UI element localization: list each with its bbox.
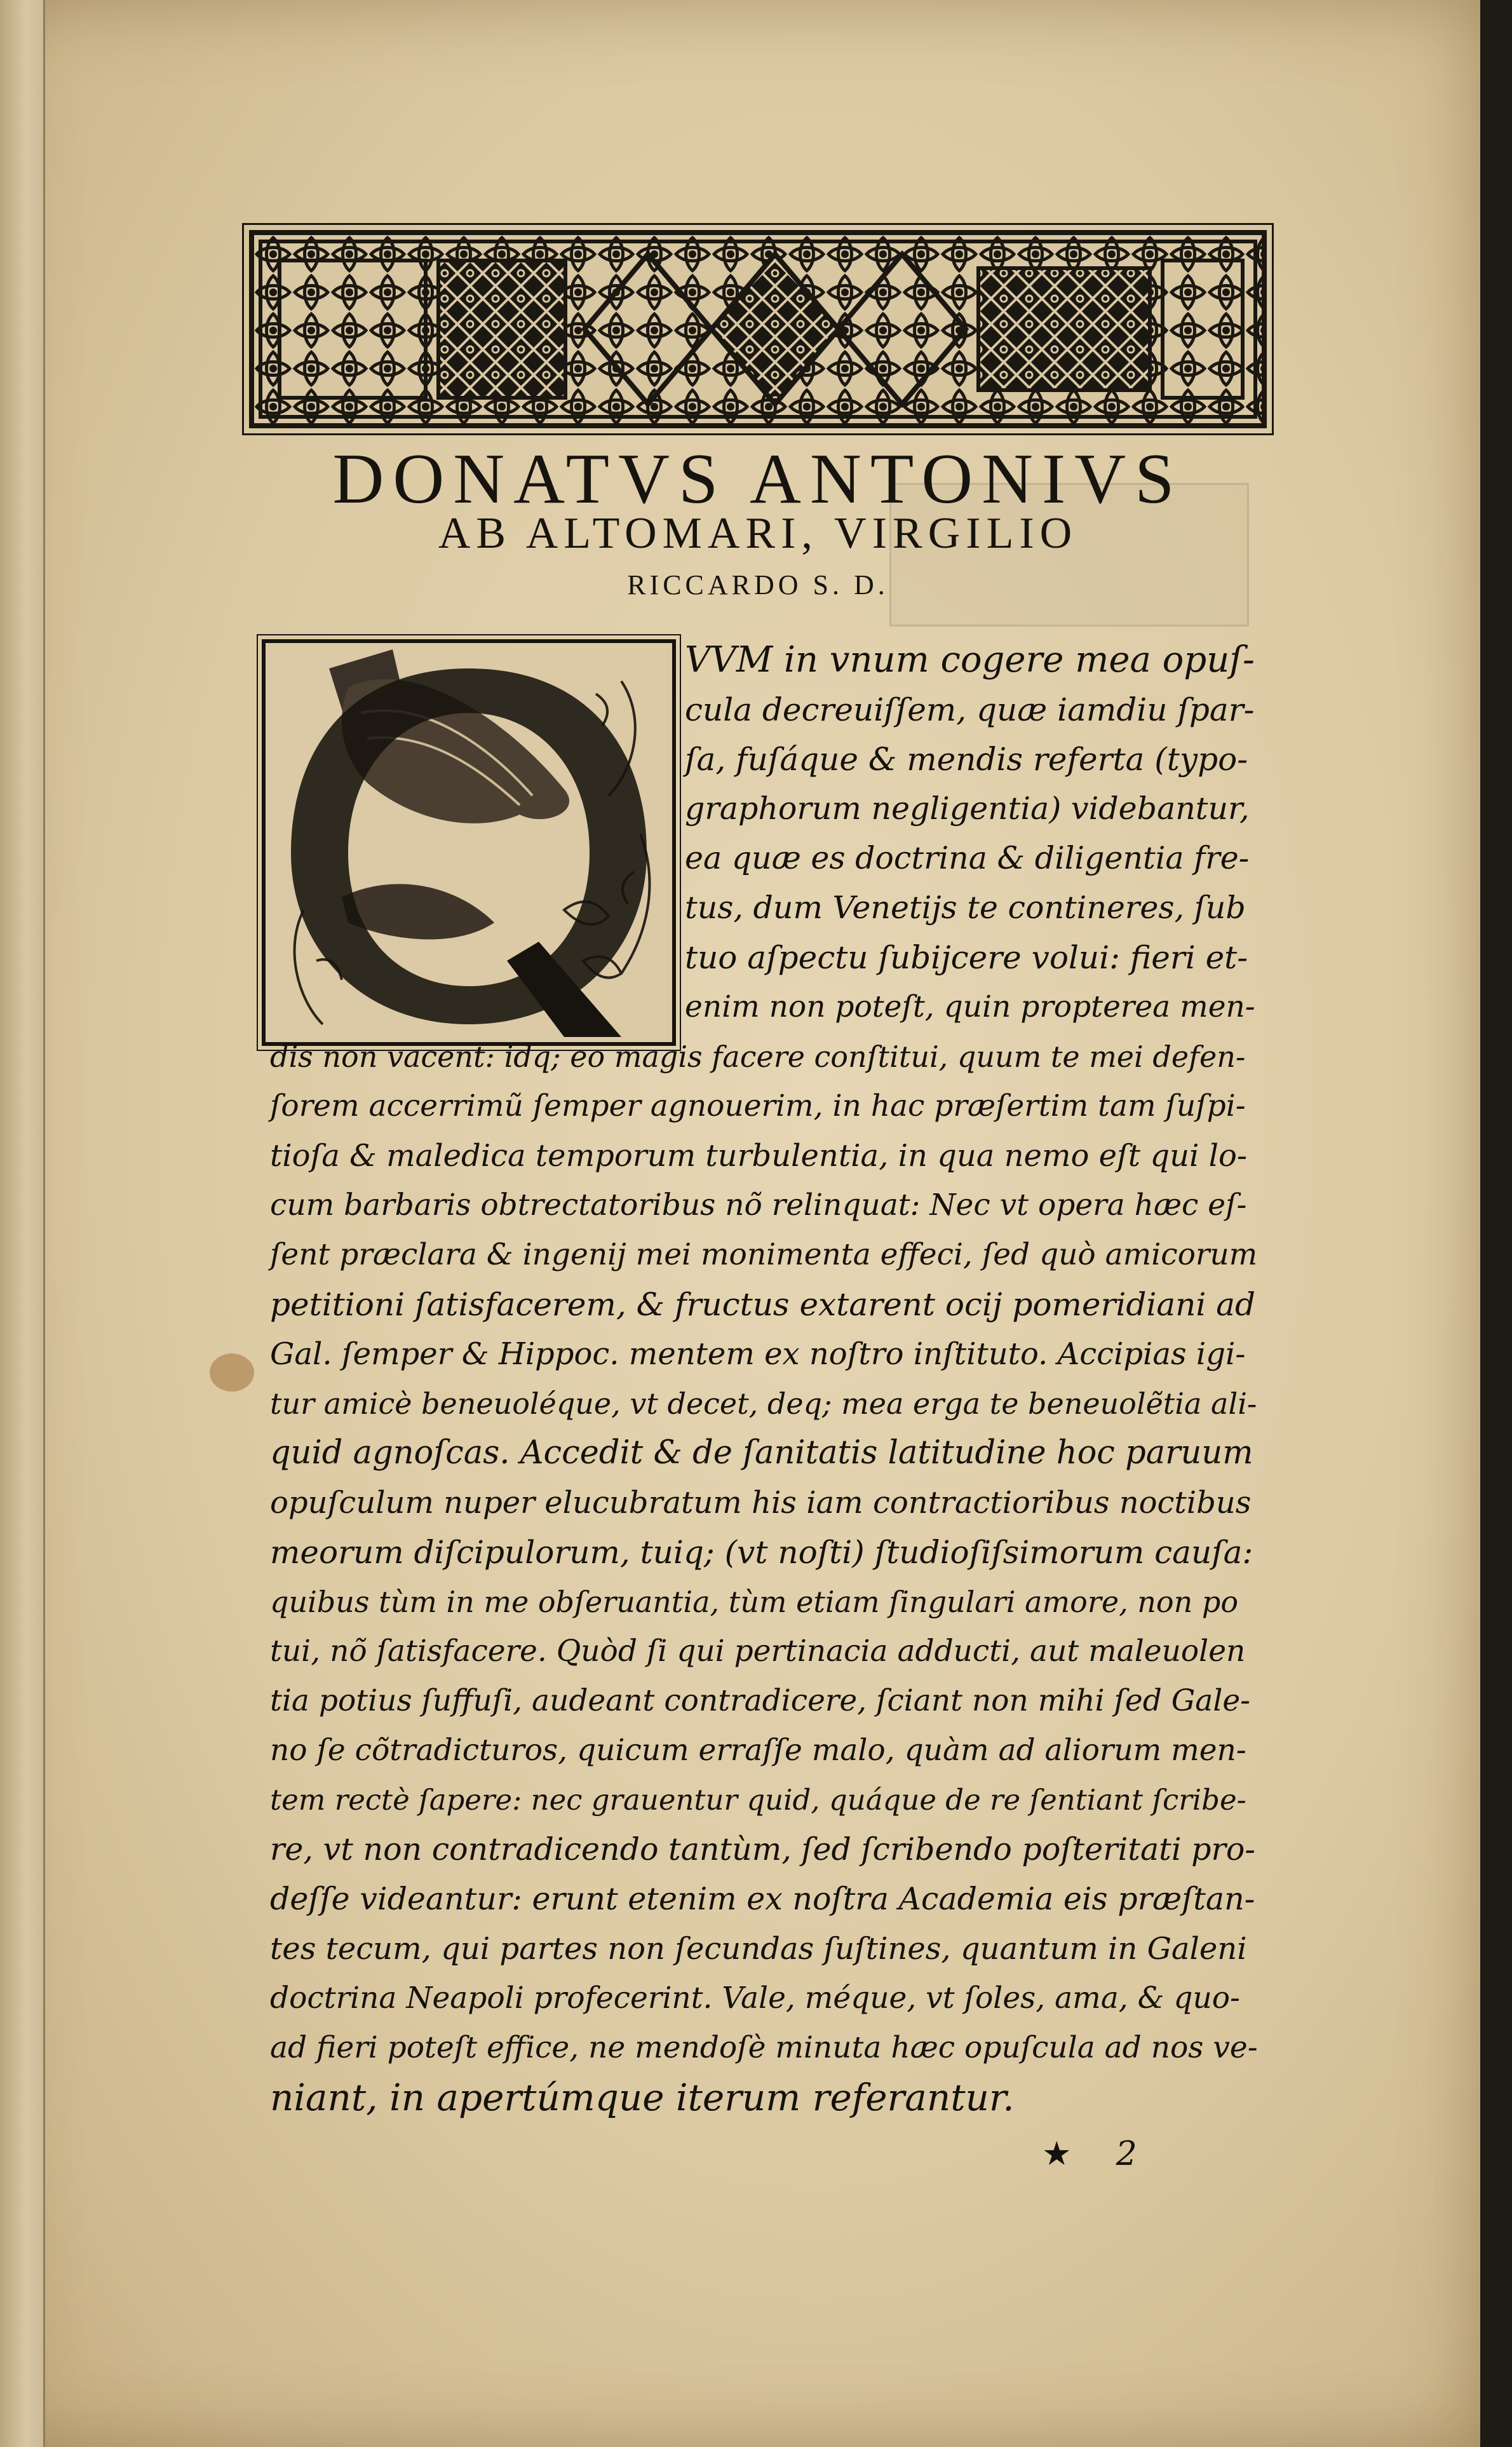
body-text-line: ad fieri poteſt effice, ne mendoſè minuta hæc opuſcula ad nos ve- bbox=[270, 2030, 1258, 2065]
body-text-line: meorum diſcipulorum, tuiq; (vt noſti) ſtudioſiſsimorum cauſa: bbox=[270, 1534, 1253, 1571]
body-text-line: deſſe videantur: erunt etenim ex noſtra Academia eis præſtan- bbox=[270, 1881, 1255, 1917]
body-text-line: no ſe cõtradicturos, quicum erraſſe malo, quàm ad aliorum men- bbox=[270, 1733, 1246, 1768]
body-text-line: dis non vacent: idq; eo magis facere conſtitui, quum te mei defen- bbox=[270, 1040, 1246, 1074]
body-text-line: ſorem accerrimũ ſemper agnouerim, in hac præſertim tam ſuſpi- bbox=[270, 1088, 1246, 1123]
signature-mark bbox=[1042, 2135, 1137, 2173]
binding-gutter bbox=[0, 0, 45, 2447]
body-text-line: ſa, fuſáque & mendis referta (typo- bbox=[685, 741, 1248, 778]
body-text-line: tes tecum, qui partes non ſecundas ſuſtines, quantum in Galeni bbox=[270, 1931, 1247, 1967]
body-text-line: tioſa & maledica temporum turbulentia, in qua nemo eſt qui lo- bbox=[270, 1138, 1248, 1174]
body-text-line: quibus tùm in me obſeruantia, tùm etiam ſingulari amore, non po bbox=[270, 1585, 1239, 1619]
body-text-line: niant, in apertúmque iterum referantur. bbox=[270, 2076, 1015, 2119]
body-text-line: re, vt non contradicendo tantùm, ſed ſcribendo poſteritati pro- bbox=[270, 1831, 1255, 1867]
body-text-line: Gal. ſemper & Hippoc. mentem ex noſtro inſtituto. Accipias igi- bbox=[270, 1336, 1246, 1372]
body-text-line: doctrina Neapoli profecerint. Vale, méque, vt ſoles, ama, & quo- bbox=[270, 1981, 1240, 2016]
body-text-line: enim non poteſt, quin propterea men- bbox=[685, 989, 1255, 1024]
body-text-line: tia potius ſuffuſi, audeant contradicere, ſciant non mihi ſed Gale- bbox=[270, 1683, 1251, 1718]
ornamental-headpiece bbox=[249, 230, 1267, 428]
body-text-line: tui, nõ ſatisfacere. Quòd ſi qui pertinacia adducti, aut maleuolen bbox=[270, 1634, 1246, 1669]
decorated-initial-q bbox=[262, 639, 676, 1046]
body-text-line: quid agnoſcas. Accedit & de ſanitatis latitudine hoc paruum bbox=[270, 1434, 1253, 1472]
body-text-line: petitioni ſatisfacerem, & fructus extarent ocij pomeridiani ad bbox=[270, 1286, 1256, 1323]
dedication-recipient: RICCARDO S. D. bbox=[627, 569, 889, 600]
body-text-line: ſent præclara & ingenij mei monimenta effeci, ſed quò amicorum bbox=[270, 1237, 1258, 1272]
body-text-line: graphorum negligentia) videbantur, bbox=[685, 790, 1250, 827]
signature-number: 2 bbox=[1116, 2135, 1137, 2173]
ink-stain bbox=[210, 1353, 254, 1392]
body-text-line: opuſculum nuper elucubratum his iam contractioribus noctibus bbox=[270, 1485, 1252, 1521]
body-text-line: tem rectè ſapere: nec grauentur quid, quáque de re ſentiant ſcribe- bbox=[270, 1783, 1246, 1817]
dedication-title: DONATVS ANTONIVS bbox=[332, 440, 1184, 519]
body-text-line: cula decreuiſſem, quæ iamdiu ſpar- bbox=[685, 691, 1255, 728]
body-text-line: ea quæ es doctrina & diligentia fre- bbox=[685, 840, 1250, 876]
body-text-line: VVM in vnum cogere mea opuſ- bbox=[685, 639, 1255, 681]
body-text-line: cum barbaris obtrectatoribus nõ relinquat: Nec vt opera hæc eſ- bbox=[270, 1188, 1247, 1223]
body-text-line: tus, dum Venetijs te contineres, ſub bbox=[685, 890, 1246, 926]
star-icon: ★ bbox=[1042, 2135, 1072, 2173]
dedication-subtitle: AB ALTOMARI, VIRGILIO bbox=[438, 509, 1078, 558]
body-text-line: tur amicè beneuoléque, vt decet, deq; mea erga te beneuolẽtia ali- bbox=[270, 1386, 1257, 1421]
body-text-line: tuo aſpectu ſubijcere volui: fieri et- bbox=[685, 939, 1248, 976]
